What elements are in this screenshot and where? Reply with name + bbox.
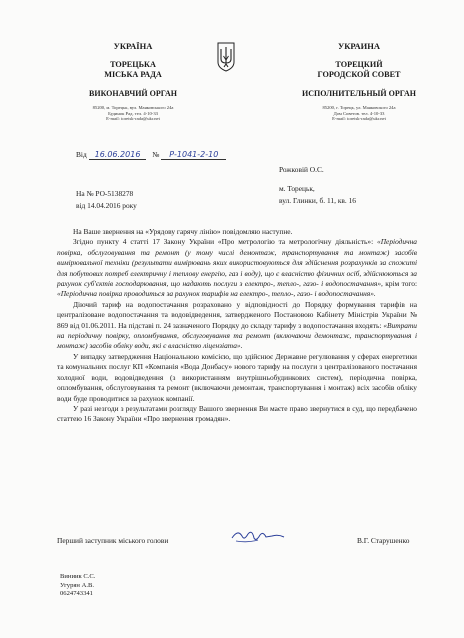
signatory-position: Перший заступник міського голови [57,536,169,545]
addressee-city: м. Торецьк, [279,184,315,193]
p3-text: Діючий тариф на водопостачання розраховано у відповідності до Порядку формування тарифів на централізоване водопостачання та водовідведення, затвердженого Постановою Кабінету Міністрів України № 869 від 01.06.2011. На підставі п. 24 зазначеного Порядку до складу тарифу з водопостачання входять: [57,299,417,330]
council-ru-line2: ГОРОДСКОЙ СОВЕТ [317,70,401,79]
executor-phone: 0624743341 [60,590,93,598]
addressee-name: Рожковій О.С. [279,165,324,174]
address-uk-3: E-mail: toretsk-rada@ukr.net [106,116,160,122]
address-ru-1: 85200, г. Торецк, ул. Маяковского 24а [322,105,396,110]
executor-info [60,573,95,599]
outgoing-reference [76,150,226,159]
executor-1: Виниик С.С. [60,573,96,580]
addressee-street: вул. Глинки, б. 11, кв. 16 [279,196,356,205]
p2-quote-2: «Періодична повірка проводиться за рахунок тарифів на електро-, тепло-, газо- і водопостачання». [57,289,376,299]
address-uk-2: Будинок Рад. тел. 4-10-33 [108,110,158,116]
organ-ru: ИСПОЛНИТЕЛЬНЫЙ ОРГАН [302,89,416,98]
p2-connector: , крім того: [381,279,418,289]
paragraph-1: На Ваше звернення на «Урядову гарячу лінію» повідомляю наступне. [73,227,293,236]
outgoing-date: 16.06.2016 [89,150,147,160]
incoming-ref-date: від 14.04.2016 року [76,201,137,210]
outgoing-no-label: № [152,150,160,159]
p3-quote: «Витрати на періодичну повірку, опломбування, обслуговування та ремонт (включаючи демонтаж, транспортування і монтаж) засобів обліку води, які є власністю ліцензіата». [57,320,417,351]
executor-2: Угурян А.В. [60,581,95,589]
country-uk: УКРАЇНА [113,41,153,51]
council-uk-line1: ТОРЕЦЬКА [110,60,156,69]
paragraph-5: У разі незгоди з результатами розгляду Вашого звернення Ви маєте право звернутися в суд, що передбачено статтею 16 Закону України «Про звернення громадян». [57,403,417,424]
outgoing-number: Р-1041-2-10 [161,150,226,160]
paragraph-2 [57,237,417,299]
address-uk-1: 85200, м. Торецьк, вул. Маяковського 24а [92,105,174,110]
council-ru-line1: ТОРЕЦКИЙ [335,60,383,69]
trident-emblem-icon [216,42,236,72]
handwritten-signature [228,526,288,546]
address-ru-3: E-mail: toretsk-rada@ukr.net [332,116,386,122]
organ-uk: ВИКОНАВЧИЙ ОРГАН [89,89,177,98]
paragraph-3 [57,300,417,352]
signatory-name: В.Г. Старушенко [357,536,410,545]
p2-quote-1: «Періодична повірка, обслуговування та ремонт (у тому числі демонтаж, транспортування та монтаж) засобів вимірювальної техніки (результати вимірювань яких використовуються для здійснення розрахунків за спожиті для побутових потреб електричну і теплову енергію, газ і воду), що є власністю фізичних осіб, здійснюються за рахунок суб'єктів господарювання, що надають послуги з електро-, тепло-, газо- і водопостачання» [57,237,417,289]
council-uk-line2: МІСЬКА РАДА [104,70,162,79]
header-ukrainian [58,41,208,122]
incoming-ref-number: На № РО-5138278 [76,189,134,198]
header-russian [284,41,434,122]
country-ru: УКРАИНА [337,41,380,51]
address-ru-2: Дом Советов. тел. 4-10-33 [333,110,385,116]
letter-body [57,227,417,425]
paragraph-4: У випадку затвердження Національною комісією, що здійснює Державне регулювання у сферах енергетики та комунальних послуг КП «Компанія «Вода Донбасу» нового тарифу на послуги з централізованого постачання холодної води, водовідведення (з використанням внутрішньобудинкових систем), періодична повірка, опломбування, обслуговування та ремонт (включаючи демонтаж, транспортування і монтаж) всіх засобів обліку води буде проводитися за рахунок компанії. [57,351,417,403]
outgoing-prefix: Від [76,150,87,159]
p2-intro: Згідно пункту 4 статті 17 Закону України «Про метрологію та метрологічну діяльність»: [73,237,378,247]
